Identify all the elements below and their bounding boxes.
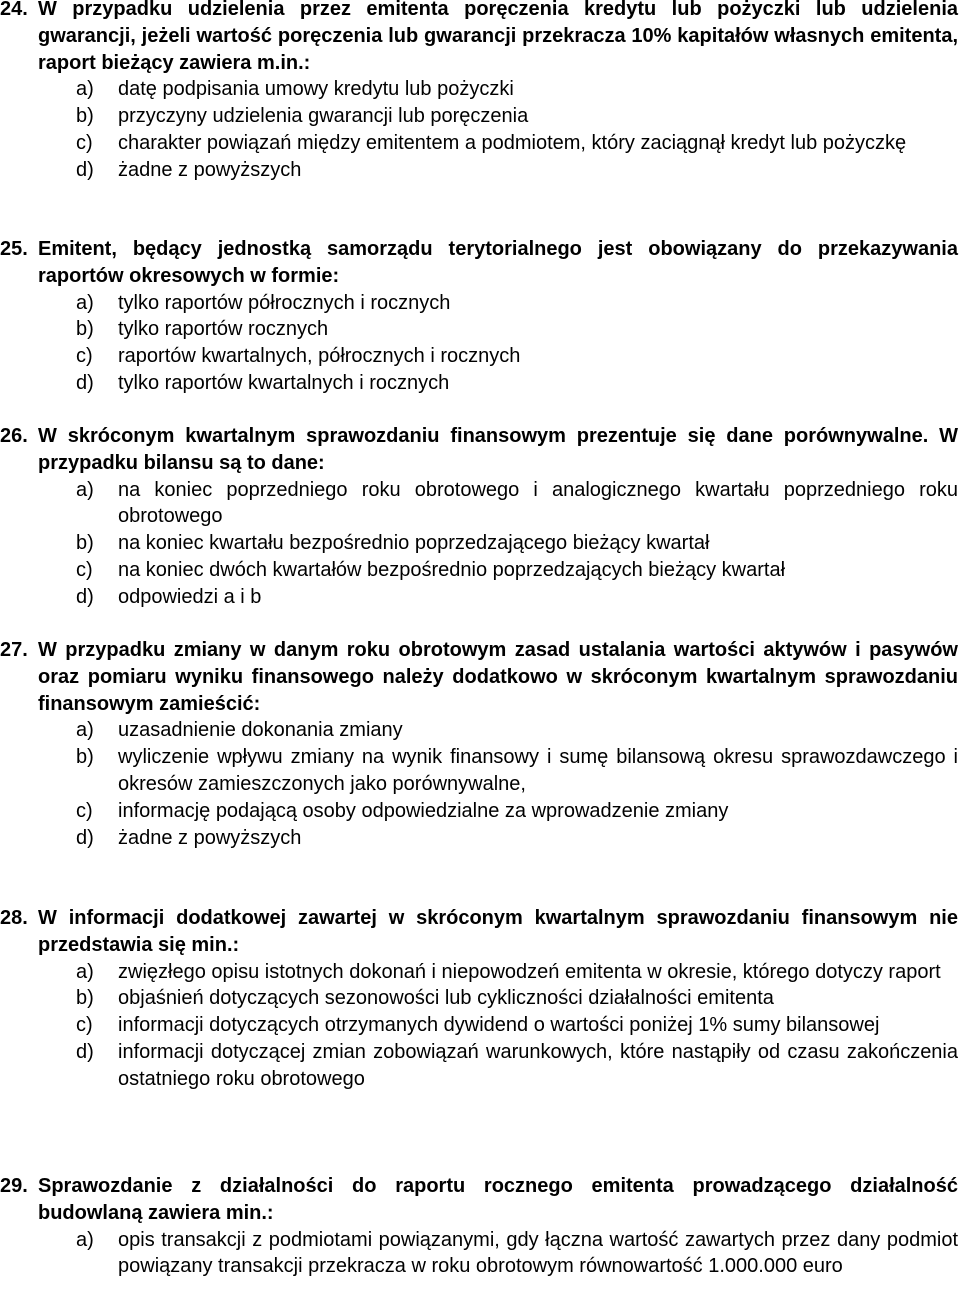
question-heading	[0, 1173, 958, 1227]
option-letter: c)	[76, 799, 93, 822]
option-letter: b)	[76, 987, 94, 1010]
question-number: 29.	[0, 1175, 28, 1197]
option-letter: c)	[76, 345, 93, 368]
answer-option-b	[0, 744, 958, 798]
option-letter: a)	[76, 960, 94, 983]
question-heading	[0, 0, 958, 76]
option-letter: d)	[76, 1040, 94, 1063]
answer-options	[0, 717, 958, 851]
question-text: W przypadku zmiany w danym roku obrotowym zasad ustalania wartości aktywów i pasywów oraz pomiaru wyniku finansowego należy dodatkowo w skróconym kwartalnym sprawozdaniu finansowym zamieścić:	[38, 639, 958, 715]
option-letter: c)	[76, 558, 93, 581]
answer-option-b	[0, 530, 958, 557]
answer-option-d	[0, 584, 958, 611]
answer-option-a	[0, 76, 958, 103]
answer-options	[0, 1227, 958, 1281]
answer-option-c	[0, 798, 958, 825]
option-text: uzasadnienie dokonania zmiany	[118, 719, 403, 742]
option-text: zwięzłego opisu istotnych dokonań i niepowodzeń emitenta w okresie, którego dotyczy raport	[118, 960, 941, 983]
answer-option-c	[0, 1012, 958, 1039]
option-text: datę podpisania umowy kredytu lub pożyczki	[118, 78, 514, 101]
answer-option-d	[0, 157, 958, 184]
answer-option-a	[0, 477, 958, 531]
option-letter: b)	[76, 105, 94, 128]
question-number: 27.	[0, 639, 28, 661]
answer-option-a	[0, 290, 958, 317]
answer-option-c	[0, 557, 958, 584]
question-number: 26.	[0, 425, 28, 447]
option-text: żadne z powyższych	[118, 158, 302, 181]
option-text: charakter powiązań między emitentem a podmiotem, który zaciągnął kredyt lub pożyczkę	[118, 131, 907, 154]
option-letter: a)	[76, 478, 94, 501]
option-letter: d)	[76, 371, 94, 394]
question-heading	[0, 637, 958, 717]
answer-options	[0, 290, 958, 397]
question-text: Emitent, będący jednostką samorządu terytorialnego jest obowiązany do przekazywania raportów okresowych w formie:	[38, 238, 958, 287]
question-number: 28.	[0, 907, 28, 929]
question-text: W skróconym kwartalnym sprawozdaniu finansowym prezentuje się dane porównywalne. W przypadku bilansu są to dane:	[38, 425, 958, 474]
option-text: informację podającą osoby odpowiedzialne za wprowadzenie zmiany	[118, 799, 729, 822]
question-text: W informacji dodatkowej zawartej w skróconym kwartalnym sprawozdaniu finansowym nie przedstawia się min.:	[38, 907, 958, 956]
answer-option-d	[0, 1039, 958, 1093]
question-25	[0, 236, 958, 397]
option-text: tylko raportów kwartalnych i rocznych	[118, 371, 450, 394]
option-text: raportów kwartalnych, półrocznych i rocznych	[118, 345, 521, 368]
option-text: tylko raportów półrocznych i rocznych	[118, 291, 451, 314]
answer-option-b	[0, 316, 958, 343]
option-text: wyliczenie wpływu zmiany na wynik finansowy i sumę bilansową okresu sprawozdawczego i okresów zamieszczonych jako porównywalne,	[118, 746, 958, 795]
option-text: odpowiedzi a i b	[118, 585, 262, 608]
option-text: przyczyny udzielenia gwarancji lub poręczenia	[118, 105, 529, 128]
question-number: 25.	[0, 238, 28, 260]
option-letter: a)	[76, 1228, 94, 1251]
question-text: Sprawozdanie z działalności do raportu rocznego emitenta prowadzącego działalność budowlaną zawiera min.:	[38, 1175, 958, 1224]
option-letter: a)	[76, 291, 94, 314]
option-text: opis transakcji z podmiotami powiązanymi, gdy łączna wartość zawartych przez dany podmiot powiązany transakcji przekracza w roku obrotowym równowartość 1.000.000 euro	[118, 1228, 958, 1278]
answer-option-a	[0, 717, 958, 744]
question-28	[0, 905, 958, 1093]
option-letter: a)	[76, 719, 94, 742]
option-letter: d)	[76, 585, 94, 608]
option-text: na koniec dwóch kwartałów bezpośrednio poprzedzających bieżący kwartał	[118, 558, 786, 581]
question-29	[0, 1173, 958, 1280]
option-text: tylko raportów rocznych	[118, 318, 329, 341]
answer-options	[0, 959, 958, 1093]
option-letter: b)	[76, 318, 94, 341]
question-number: 24.	[0, 0, 28, 20]
question-text: W przypadku udzielenia przez emitenta poręczenia kredytu lub pożyczki lub udzielenia gwarancji, jeżeli wartość poręczenia lub gwarancji przekracza 10% kapitałów własnych emitenta, raport bieżący zawiera m.in.:	[38, 0, 958, 74]
answer-option-c	[0, 130, 958, 157]
answer-option-c	[0, 343, 958, 370]
option-letter: b)	[76, 746, 94, 769]
option-letter: a)	[76, 78, 94, 101]
question-27	[0, 637, 958, 851]
option-text: na koniec poprzedniego roku obrotowego i analogicznego kwartału poprzedniego roku obrotowego	[118, 478, 958, 528]
question-heading	[0, 236, 958, 290]
option-letter: c)	[76, 1014, 93, 1037]
question-heading	[0, 905, 958, 959]
answer-option-d	[0, 370, 958, 397]
option-letter: b)	[76, 532, 94, 555]
option-text: informacji dotyczących otrzymanych dywidend o wartości poniżej 1% sumy bilansowej	[118, 1014, 880, 1037]
answer-options	[0, 76, 958, 183]
question-heading	[0, 423, 958, 477]
question-26	[0, 423, 958, 611]
option-text: na koniec kwartału bezpośrednio poprzedzającego bieżący kwartał	[118, 532, 710, 555]
answer-option-d	[0, 825, 958, 852]
option-letter: d)	[76, 826, 94, 849]
answer-option-a	[0, 1227, 958, 1281]
answer-option-b	[0, 103, 958, 130]
option-text: informacji dotyczącej zmian zobowiązań warunkowych, które nastąpiły od czasu zakończenia ostatniego roku obrotowego	[118, 1040, 958, 1090]
answer-option-a	[0, 959, 958, 986]
option-letter: d)	[76, 158, 94, 181]
answer-options	[0, 477, 958, 611]
answer-option-b	[0, 985, 958, 1012]
option-text: żadne z powyższych	[118, 826, 302, 849]
question-24	[0, 0, 958, 184]
option-letter: c)	[76, 131, 93, 154]
option-text: objaśnień dotyczących sezonowości lub cykliczności działalności emitenta	[118, 987, 774, 1010]
